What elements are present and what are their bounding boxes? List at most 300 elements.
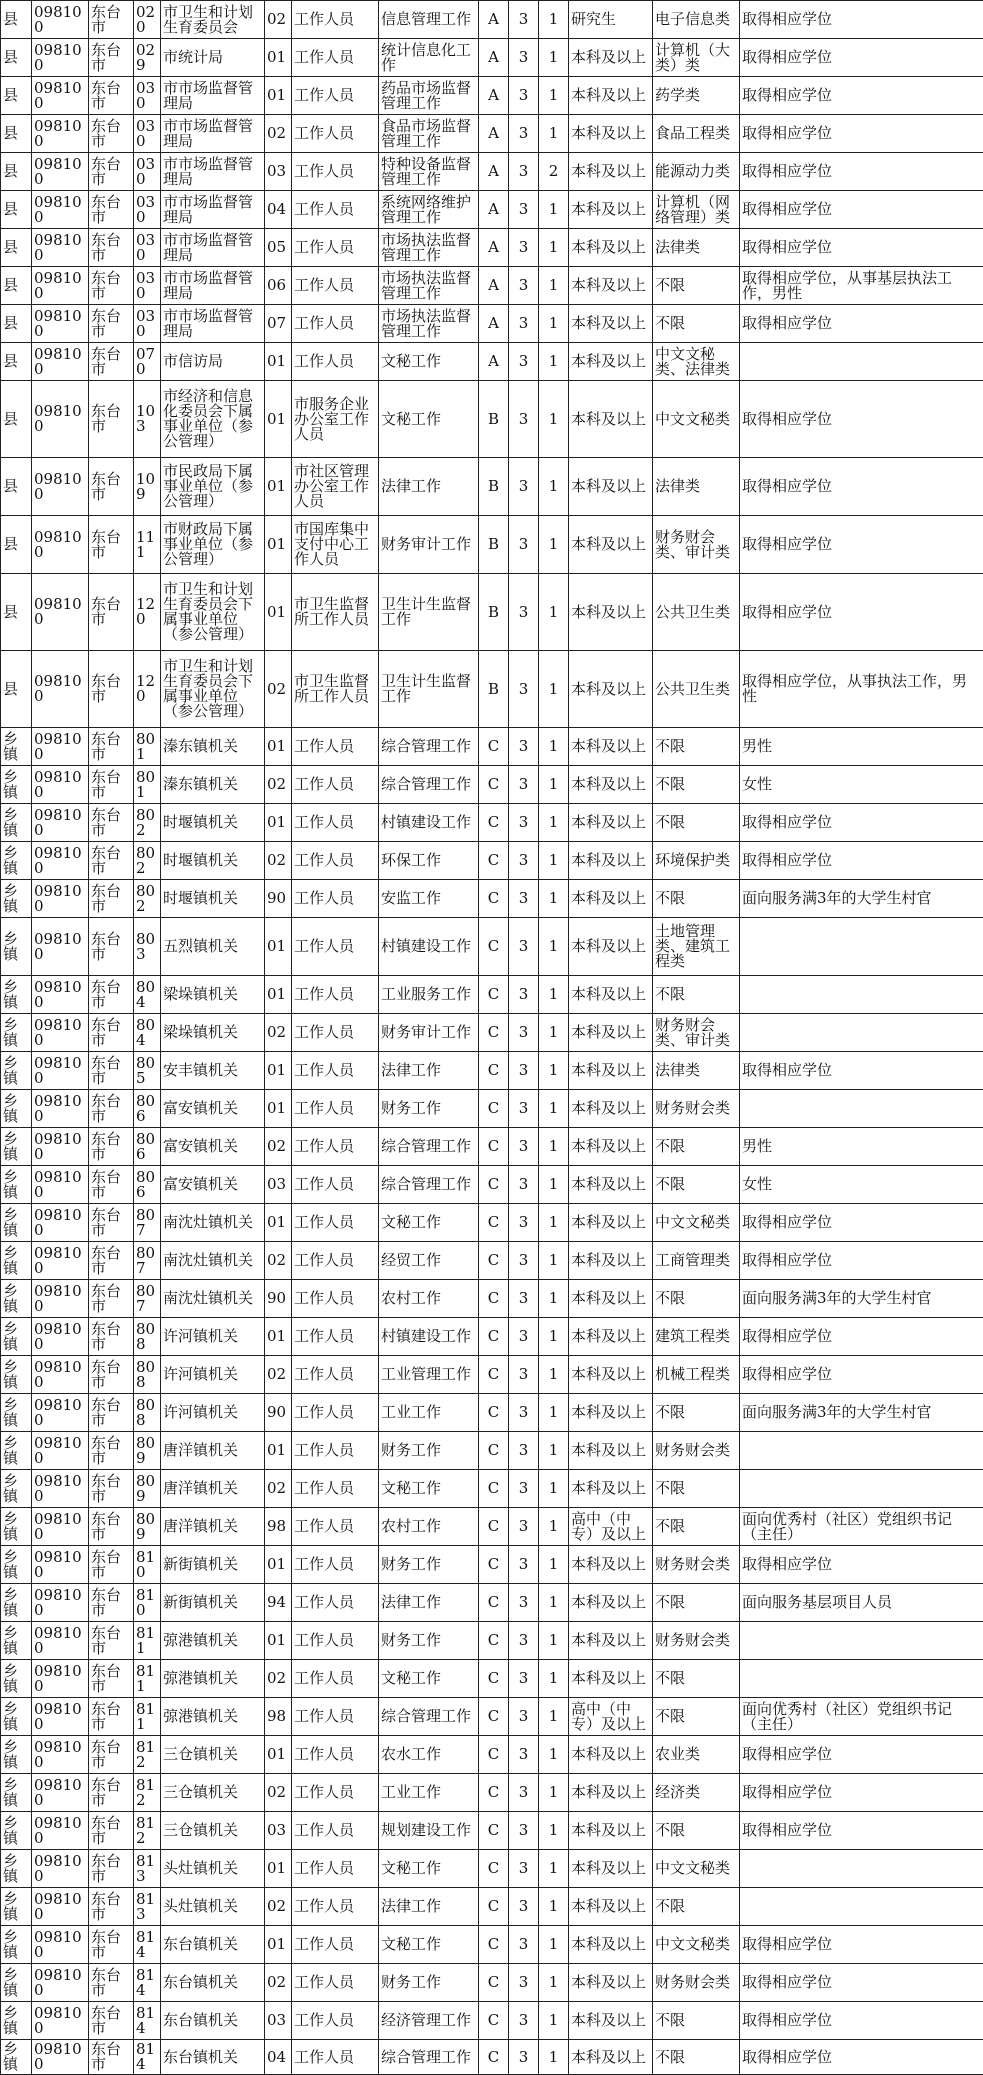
cell-major: 中文文秘类、法律类 xyxy=(653,343,740,381)
table-row xyxy=(1,115,983,153)
cell-dept-code: 802 xyxy=(134,804,161,842)
cell-exam-code: 098100 xyxy=(32,1394,89,1432)
cell-exam-code: 098100 xyxy=(32,1774,89,1812)
cell-exam-code: 098100 xyxy=(32,2002,89,2040)
cell-position-code: 03 xyxy=(265,153,292,191)
cell-category: A xyxy=(479,153,509,191)
cell-level: 县 xyxy=(1,305,32,343)
cell-education: 本科及以上 xyxy=(569,976,653,1014)
cell-education: 本科及以上 xyxy=(569,1242,653,1280)
cell-headcount: 1 xyxy=(539,2040,569,2075)
cell-ratio: 3 xyxy=(509,1128,539,1166)
table-row xyxy=(1,2040,983,2075)
cell-other-requirement: 取得相应学位 xyxy=(740,2002,983,2040)
cell-headcount: 1 xyxy=(539,305,569,343)
cell-dept-code: 120 xyxy=(134,574,161,651)
cell-ratio: 3 xyxy=(509,1850,539,1888)
cell-level: 乡镇 xyxy=(1,2002,32,2040)
table-row xyxy=(1,1166,983,1204)
cell-city: 东台市 xyxy=(89,2040,134,2075)
cell-position-code: 01 xyxy=(265,918,292,976)
cell-category: A xyxy=(479,1,509,39)
cell-category: C xyxy=(479,1736,509,1774)
cell-category: C xyxy=(479,976,509,1014)
cell-category: C xyxy=(479,1204,509,1242)
cell-level: 乡镇 xyxy=(1,1128,32,1166)
cell-ratio: 3 xyxy=(509,381,539,458)
cell-major: 财务财会类 xyxy=(653,1964,740,2002)
cell-education: 本科及以上 xyxy=(569,153,653,191)
cell-position-name: 工作人员 xyxy=(292,39,379,77)
cell-level: 县 xyxy=(1,651,32,728)
cell-job-duty: 综合管理工作 xyxy=(379,1698,479,1736)
cell-department: 富安镇机关 xyxy=(161,1128,265,1166)
cell-job-duty: 财务工作 xyxy=(379,1546,479,1584)
cell-education: 本科及以上 xyxy=(569,766,653,804)
cell-position-name: 工作人员 xyxy=(292,1242,379,1280)
cell-position-code: 01 xyxy=(265,728,292,766)
cell-other-requirement: 取得相应学位 xyxy=(740,1964,983,2002)
cell-city: 东台市 xyxy=(89,1584,134,1622)
cell-department: 市财政局下属事业单位（参公管理） xyxy=(161,516,265,574)
table-row xyxy=(1,1,983,39)
cell-position-code: 01 xyxy=(265,1090,292,1128)
cell-level: 乡镇 xyxy=(1,918,32,976)
table-row xyxy=(1,1926,983,1964)
cell-job-duty: 综合管理工作 xyxy=(379,766,479,804)
cell-exam-code: 098100 xyxy=(32,1280,89,1318)
cell-dept-code: 814 xyxy=(134,2002,161,2040)
cell-major: 中文文秘类 xyxy=(653,1204,740,1242)
cell-position-name: 工作人员 xyxy=(292,1584,379,1622)
cell-ratio: 3 xyxy=(509,1774,539,1812)
cell-position-name: 工作人员 xyxy=(292,115,379,153)
cell-dept-code: 807 xyxy=(134,1280,161,1318)
cell-headcount: 1 xyxy=(539,1,569,39)
cell-education: 本科及以上 xyxy=(569,1090,653,1128)
cell-education: 本科及以上 xyxy=(569,574,653,651)
cell-headcount: 1 xyxy=(539,1622,569,1660)
cell-position-name: 市服务企业办公室工作人员 xyxy=(292,381,379,458)
cell-major: 不限 xyxy=(653,1660,740,1698)
cell-major: 不限 xyxy=(653,1888,740,1926)
cell-category: C xyxy=(479,1014,509,1052)
cell-level: 县 xyxy=(1,153,32,191)
cell-major: 法律类 xyxy=(653,229,740,267)
cell-department: 东台镇机关 xyxy=(161,1964,265,2002)
cell-exam-code: 098100 xyxy=(32,1736,89,1774)
table-row xyxy=(1,651,983,728)
cell-city: 东台市 xyxy=(89,976,134,1014)
cell-position-code: 05 xyxy=(265,229,292,267)
cell-other-requirement: 面向服务满3年的大学生村官 xyxy=(740,1280,983,1318)
cell-dept-code: 806 xyxy=(134,1090,161,1128)
cell-other-requirement: 面向服务基层项目人员 xyxy=(740,1584,983,1622)
cell-other-requirement xyxy=(740,1014,983,1052)
cell-city: 东台市 xyxy=(89,1888,134,1926)
cell-department: 市民政局下属事业单位（参公管理） xyxy=(161,458,265,516)
cell-position-name: 市国库集中支付中心工作人员 xyxy=(292,516,379,574)
cell-job-duty: 农水工作 xyxy=(379,1736,479,1774)
cell-dept-code: 809 xyxy=(134,1508,161,1546)
cell-department: 三仓镇机关 xyxy=(161,1774,265,1812)
cell-department: 弶港镇机关 xyxy=(161,1698,265,1736)
cell-level: 乡镇 xyxy=(1,1736,32,1774)
cell-level: 乡镇 xyxy=(1,1964,32,2002)
cell-city: 东台市 xyxy=(89,1736,134,1774)
cell-major: 不限 xyxy=(653,1394,740,1432)
cell-job-duty: 文秘工作 xyxy=(379,381,479,458)
cell-ratio: 3 xyxy=(509,1166,539,1204)
cell-position-code: 01 xyxy=(265,458,292,516)
cell-exam-code: 098100 xyxy=(32,1090,89,1128)
cell-city: 东台市 xyxy=(89,1660,134,1698)
cell-other-requirement: 取得相应学位，从事基层执法工作，男性 xyxy=(740,267,983,305)
cell-city: 东台市 xyxy=(89,153,134,191)
cell-category: C xyxy=(479,1698,509,1736)
cell-department: 市市场监督管理局 xyxy=(161,267,265,305)
cell-level: 乡镇 xyxy=(1,1052,32,1090)
cell-department: 五烈镇机关 xyxy=(161,918,265,976)
cell-level: 县 xyxy=(1,1,32,39)
table-row xyxy=(1,1964,983,2002)
cell-city: 东台市 xyxy=(89,1546,134,1584)
cell-exam-code: 098100 xyxy=(32,267,89,305)
table-row xyxy=(1,1774,983,1812)
cell-dept-code: 029 xyxy=(134,39,161,77)
table-row xyxy=(1,2002,983,2040)
cell-job-duty: 农村工作 xyxy=(379,1280,479,1318)
cell-category: C xyxy=(479,766,509,804)
cell-major: 电子信息类 xyxy=(653,1,740,39)
cell-education: 本科及以上 xyxy=(569,1774,653,1812)
cell-city: 东台市 xyxy=(89,880,134,918)
cell-position-name: 工作人员 xyxy=(292,1508,379,1546)
cell-education: 本科及以上 xyxy=(569,651,653,728)
table-row xyxy=(1,1394,983,1432)
cell-exam-code: 098100 xyxy=(32,1622,89,1660)
cell-level: 乡镇 xyxy=(1,1204,32,1242)
cell-ratio: 3 xyxy=(509,2002,539,2040)
cell-education: 本科及以上 xyxy=(569,1546,653,1584)
cell-job-duty: 市场执法监督管理工作 xyxy=(379,267,479,305)
cell-level: 乡镇 xyxy=(1,1356,32,1394)
cell-education: 本科及以上 xyxy=(569,804,653,842)
cell-exam-code: 098100 xyxy=(32,1318,89,1356)
cell-education: 本科及以上 xyxy=(569,516,653,574)
cell-headcount: 1 xyxy=(539,1356,569,1394)
cell-major: 环境保护类 xyxy=(653,842,740,880)
cell-category: C xyxy=(479,1774,509,1812)
cell-other-requirement xyxy=(740,343,983,381)
cell-headcount: 1 xyxy=(539,1014,569,1052)
cell-category: C xyxy=(479,1280,509,1318)
cell-level: 县 xyxy=(1,381,32,458)
cell-education: 本科及以上 xyxy=(569,1964,653,2002)
cell-position-code: 01 xyxy=(265,1432,292,1470)
cell-job-duty: 工业服务工作 xyxy=(379,976,479,1014)
cell-position-name: 工作人员 xyxy=(292,1166,379,1204)
cell-major: 不限 xyxy=(653,305,740,343)
cell-department: 许河镇机关 xyxy=(161,1394,265,1432)
cell-other-requirement: 面向服务满3年的大学生村官 xyxy=(740,880,983,918)
cell-position-code: 02 xyxy=(265,651,292,728)
cell-category: C xyxy=(479,1356,509,1394)
cell-dept-code: 803 xyxy=(134,918,161,976)
table-row xyxy=(1,1850,983,1888)
cell-dept-code: 807 xyxy=(134,1204,161,1242)
cell-level: 乡镇 xyxy=(1,1242,32,1280)
cell-city: 东台市 xyxy=(89,728,134,766)
cell-department: 市市场监督管理局 xyxy=(161,153,265,191)
table-row xyxy=(1,880,983,918)
cell-other-requirement: 面向优秀村（社区）党组织书记（主任） xyxy=(740,1508,983,1546)
cell-major: 财务财会类、审计类 xyxy=(653,1014,740,1052)
cell-level: 乡镇 xyxy=(1,1698,32,1736)
cell-position-code: 02 xyxy=(265,1888,292,1926)
cell-exam-code: 098100 xyxy=(32,191,89,229)
cell-headcount: 1 xyxy=(539,1166,569,1204)
cell-category: A xyxy=(479,191,509,229)
cell-job-duty: 系统网络维护管理工作 xyxy=(379,191,479,229)
cell-position-name: 工作人员 xyxy=(292,1888,379,1926)
cell-dept-code: 030 xyxy=(134,115,161,153)
cell-position-name: 工作人员 xyxy=(292,229,379,267)
cell-major: 不限 xyxy=(653,976,740,1014)
cell-ratio: 3 xyxy=(509,2040,539,2075)
cell-position-code: 01 xyxy=(265,804,292,842)
cell-headcount: 1 xyxy=(539,1584,569,1622)
cell-level: 乡镇 xyxy=(1,766,32,804)
cell-city: 东台市 xyxy=(89,77,134,115)
cell-exam-code: 098100 xyxy=(32,77,89,115)
table-row xyxy=(1,1432,983,1470)
cell-other-requirement: 取得相应学位 xyxy=(740,115,983,153)
cell-level: 乡镇 xyxy=(1,1166,32,1204)
cell-level: 乡镇 xyxy=(1,1584,32,1622)
cell-job-duty: 卫生计生监督工作 xyxy=(379,651,479,728)
cell-department: 头灶镇机关 xyxy=(161,1850,265,1888)
cell-exam-code: 098100 xyxy=(32,115,89,153)
cell-education: 本科及以上 xyxy=(569,381,653,458)
cell-job-duty: 食品市场监督管理工作 xyxy=(379,115,479,153)
cell-other-requirement: 面向优秀村（社区）党组织书记（主任） xyxy=(740,1698,983,1736)
cell-education: 本科及以上 xyxy=(569,1204,653,1242)
cell-education: 本科及以上 xyxy=(569,229,653,267)
cell-position-code: 07 xyxy=(265,305,292,343)
cell-dept-code: 030 xyxy=(134,305,161,343)
cell-department: 市卫生和计划生育委员会下属事业单位（参公管理） xyxy=(161,574,265,651)
cell-city: 东台市 xyxy=(89,918,134,976)
cell-department: 溱东镇机关 xyxy=(161,766,265,804)
cell-ratio: 3 xyxy=(509,766,539,804)
cell-major: 不限 xyxy=(653,1166,740,1204)
cell-department: 唐洋镇机关 xyxy=(161,1508,265,1546)
cell-exam-code: 098100 xyxy=(32,1470,89,1508)
cell-education: 本科及以上 xyxy=(569,458,653,516)
cell-headcount: 1 xyxy=(539,1888,569,1926)
cell-position-name: 工作人员 xyxy=(292,1774,379,1812)
cell-job-duty: 文秘工作 xyxy=(379,1470,479,1508)
cell-exam-code: 098100 xyxy=(32,1014,89,1052)
cell-education: 本科及以上 xyxy=(569,1850,653,1888)
cell-department: 东台镇机关 xyxy=(161,2040,265,2075)
cell-level: 乡镇 xyxy=(1,842,32,880)
cell-ratio: 3 xyxy=(509,229,539,267)
cell-ratio: 3 xyxy=(509,1432,539,1470)
cell-position-code: 01 xyxy=(265,1926,292,1964)
cell-education: 本科及以上 xyxy=(569,77,653,115)
cell-education: 本科及以上 xyxy=(569,1432,653,1470)
cell-exam-code: 098100 xyxy=(32,1584,89,1622)
cell-ratio: 3 xyxy=(509,305,539,343)
table-row xyxy=(1,1356,983,1394)
cell-other-requirement: 男性 xyxy=(740,728,983,766)
cell-category: B xyxy=(479,516,509,574)
cell-dept-code: 103 xyxy=(134,381,161,458)
cell-other-requirement: 取得相应学位 xyxy=(740,842,983,880)
cell-position-code: 02 xyxy=(265,1,292,39)
cell-other-requirement: 取得相应学位 xyxy=(740,1774,983,1812)
cell-city: 东台市 xyxy=(89,1090,134,1128)
cell-ratio: 3 xyxy=(509,1584,539,1622)
cell-department: 唐洋镇机关 xyxy=(161,1432,265,1470)
cell-other-requirement: 取得相应学位 xyxy=(740,1,983,39)
cell-position-name: 工作人员 xyxy=(292,918,379,976)
cell-dept-code: 802 xyxy=(134,842,161,880)
cell-job-duty: 文秘工作 xyxy=(379,1204,479,1242)
cell-category: C xyxy=(479,1432,509,1470)
cell-dept-code: 030 xyxy=(134,267,161,305)
cell-other-requirement: 取得相应学位 xyxy=(740,516,983,574)
cell-job-duty: 财务工作 xyxy=(379,1964,479,2002)
cell-city: 东台市 xyxy=(89,305,134,343)
cell-ratio: 3 xyxy=(509,191,539,229)
cell-major: 法律类 xyxy=(653,458,740,516)
cell-category: C xyxy=(479,1584,509,1622)
cell-city: 东台市 xyxy=(89,115,134,153)
cell-category: C xyxy=(479,2040,509,2075)
cell-position-name: 工作人员 xyxy=(292,1812,379,1850)
cell-ratio: 3 xyxy=(509,77,539,115)
cell-department: 许河镇机关 xyxy=(161,1318,265,1356)
cell-education: 本科及以上 xyxy=(569,880,653,918)
cell-level: 乡镇 xyxy=(1,1090,32,1128)
cell-other-requirement: 取得相应学位 xyxy=(740,1242,983,1280)
cell-headcount: 1 xyxy=(539,976,569,1014)
table-row xyxy=(1,1280,983,1318)
cell-major: 能源动力类 xyxy=(653,153,740,191)
cell-exam-code: 098100 xyxy=(32,1850,89,1888)
cell-category: A xyxy=(479,305,509,343)
cell-level: 乡镇 xyxy=(1,728,32,766)
cell-position-code: 01 xyxy=(265,343,292,381)
cell-position-code: 02 xyxy=(265,1356,292,1394)
cell-position-code: 02 xyxy=(265,115,292,153)
cell-headcount: 1 xyxy=(539,1926,569,1964)
cell-position-name: 市社区管理办公室工作人员 xyxy=(292,458,379,516)
cell-city: 东台市 xyxy=(89,1964,134,2002)
cell-position-name: 工作人员 xyxy=(292,728,379,766)
cell-major: 不限 xyxy=(653,267,740,305)
cell-position-name: 市卫生监督所工作人员 xyxy=(292,574,379,651)
cell-other-requirement: 取得相应学位 xyxy=(740,1356,983,1394)
cell-job-duty: 文秘工作 xyxy=(379,1660,479,1698)
table-row xyxy=(1,1736,983,1774)
cell-position-name: 工作人员 xyxy=(292,1926,379,1964)
cell-headcount: 1 xyxy=(539,1090,569,1128)
cell-department: 时堰镇机关 xyxy=(161,842,265,880)
cell-other-requirement xyxy=(740,1470,983,1508)
cell-dept-code: 030 xyxy=(134,77,161,115)
cell-exam-code: 098100 xyxy=(32,842,89,880)
cell-department: 弶港镇机关 xyxy=(161,1660,265,1698)
cell-job-duty: 村镇建设工作 xyxy=(379,918,479,976)
cell-position-code: 90 xyxy=(265,1394,292,1432)
cell-category: C xyxy=(479,728,509,766)
cell-job-duty: 财务审计工作 xyxy=(379,1014,479,1052)
cell-education: 本科及以上 xyxy=(569,1318,653,1356)
cell-position-code: 02 xyxy=(265,1014,292,1052)
cell-headcount: 1 xyxy=(539,1660,569,1698)
cell-position-code: 90 xyxy=(265,1280,292,1318)
table-row xyxy=(1,381,983,458)
cell-category: C xyxy=(479,1470,509,1508)
cell-ratio: 3 xyxy=(509,1660,539,1698)
cell-position-code: 01 xyxy=(265,516,292,574)
cell-city: 东台市 xyxy=(89,381,134,458)
cell-headcount: 1 xyxy=(539,1470,569,1508)
cell-department: 富安镇机关 xyxy=(161,1166,265,1204)
table-row xyxy=(1,804,983,842)
cell-headcount: 1 xyxy=(539,191,569,229)
cell-headcount: 1 xyxy=(539,918,569,976)
cell-job-duty: 特种设备监督管理工作 xyxy=(379,153,479,191)
cell-ratio: 3 xyxy=(509,115,539,153)
cell-level: 乡镇 xyxy=(1,1774,32,1812)
table-body xyxy=(1,1,983,2075)
cell-city: 东台市 xyxy=(89,1318,134,1356)
cell-level: 乡镇 xyxy=(1,1014,32,1052)
cell-major: 经济类 xyxy=(653,1774,740,1812)
cell-job-duty: 综合管理工作 xyxy=(379,728,479,766)
cell-education: 本科及以上 xyxy=(569,1660,653,1698)
cell-ratio: 3 xyxy=(509,1,539,39)
cell-education: 本科及以上 xyxy=(569,1736,653,1774)
cell-education: 本科及以上 xyxy=(569,1926,653,1964)
cell-major: 不限 xyxy=(653,1280,740,1318)
cell-ratio: 3 xyxy=(509,574,539,651)
cell-headcount: 2 xyxy=(539,153,569,191)
cell-position-code: 03 xyxy=(265,1166,292,1204)
cell-department: 南沈灶镇机关 xyxy=(161,1242,265,1280)
cell-education: 本科及以上 xyxy=(569,305,653,343)
cell-ratio: 3 xyxy=(509,1090,539,1128)
cell-ratio: 3 xyxy=(509,1394,539,1432)
cell-headcount: 1 xyxy=(539,1432,569,1470)
cell-dept-code: 020 xyxy=(134,1,161,39)
cell-major: 中文文秘类 xyxy=(653,381,740,458)
cell-ratio: 3 xyxy=(509,1014,539,1052)
cell-headcount: 1 xyxy=(539,1508,569,1546)
cell-position-name: 工作人员 xyxy=(292,305,379,343)
table-row xyxy=(1,1052,983,1090)
cell-major: 不限 xyxy=(653,2002,740,2040)
cell-headcount: 1 xyxy=(539,229,569,267)
cell-job-duty: 法律工作 xyxy=(379,1052,479,1090)
cell-city: 东台市 xyxy=(89,651,134,728)
cell-other-requirement: 取得相应学位 xyxy=(740,574,983,651)
